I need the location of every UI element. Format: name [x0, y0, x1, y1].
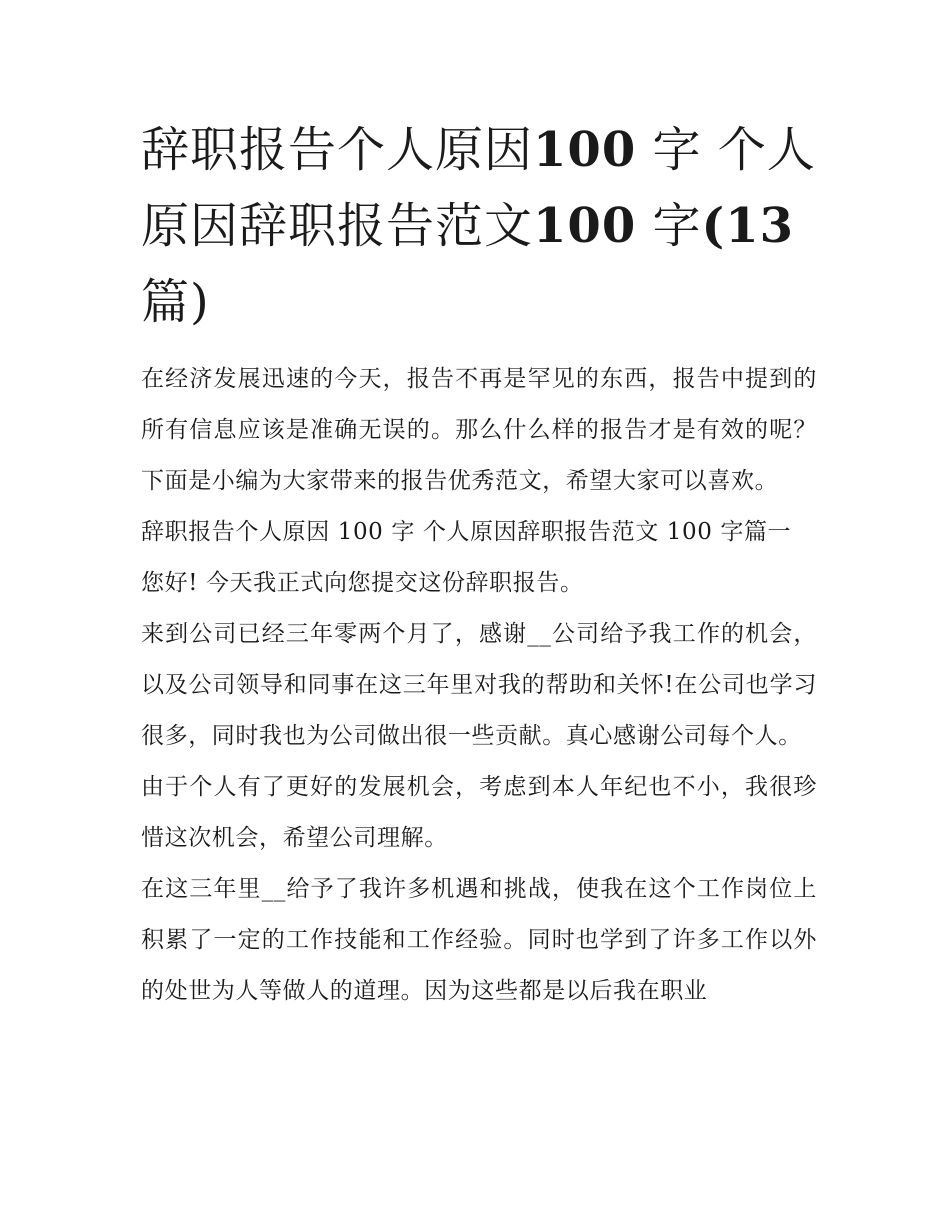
title-text-2: 字 个人原因辞职报告范文	[141, 122, 816, 254]
title-text-4: 篇)	[141, 274, 210, 330]
title-text-1: 辞职报告个人原因	[141, 122, 534, 178]
greeting-paragraph: 您好! 今天我正式向您提交这份辞职报告。	[141, 570, 584, 596]
document-body	[141, 354, 817, 1017]
intro-paragraph: 在经济发展迅速的今天，报告不再是罕见的东西，报告中提到的所有信息应该是准确无误的。那么什么样的报告才是有效的呢？下面是小编为大家带来的报告优秀范文，希望大家可以喜欢。	[141, 366, 817, 494]
body-paragraph: 由于个人有了更好的发展机会，考虑到本人年纪也不小，我很珍惜这次机会，希望公司理解。	[141, 774, 817, 851]
body-paragraph: 来到公司已经三年零两个月了，感谢__公司给予我工作的机会，以及公司领导和同事在这三年里对我的帮助和关怀!在公司也学习很多，同时我也为公司做出很一些贡献。真心感谢公司每个人。	[141, 621, 817, 749]
body-paragraph: 在这三年里__给予了我许多机遇和挑战，使我在这个工作岗位上积累了一定的工作技能和工作经验。同时也学到了许多工作以外的处世为人等做人的道理。因为这些都是以后我在职业	[141, 876, 817, 1004]
section-heading: 辞职报告个人原因 100 字 个人原因辞职报告范文 100 字篇一	[141, 519, 792, 545]
title-text-3: 字	[652, 198, 702, 254]
title-number-1: 100	[533, 122, 637, 178]
title-number-2: 100	[533, 198, 637, 254]
title-count: (13	[701, 198, 795, 254]
document-title	[141, 112, 821, 340]
